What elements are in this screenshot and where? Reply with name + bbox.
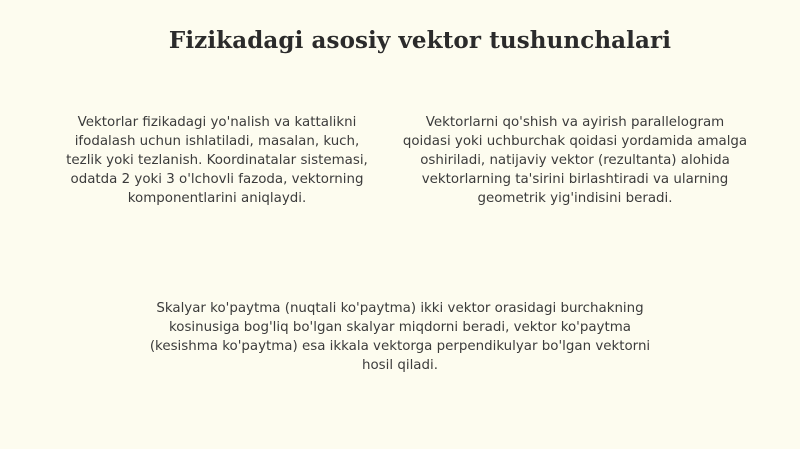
paragraph-vector-addition: Vektorlarni qo'shish va ayirish parallelogram qoidasi yoki uchburchak qoidasi yordamida amalga oshiriladi, natijaviy vektor (rezultanta) alohida vektorlarning ta'sirini birlashtiradi va ularning geometrik yig'indisini beradi. — [402, 115, 748, 206]
slide-title: Fizikadagi asosiy vektor tushunchalari — [168, 27, 672, 54]
paragraph-vector-products: Skalyar ko'paytma (nuqtali ko'paytma) ikki vektor orasidagi burchakning kosinusiga bog'liq bo'lgan skalyar miqdorni beradi, vektor ko'paytma (kesishma ko'paytma) esa ikkala vektorga perpendikulyar bo'lgan vektorni hosil qiladi. — [149, 301, 651, 373]
paragraph-vectors-intro: Vektorlar fizikadagi yo'nalish va kattalikni ifodalash uchun ishlatiladi, masalan, kuch, tezlik yoki tezlanish. Koordinatalar sistemasi, odatda 2 yoki 3 o'lchovli fazoda, vektorning komponentlarini aniqlaydi. — [66, 115, 368, 206]
